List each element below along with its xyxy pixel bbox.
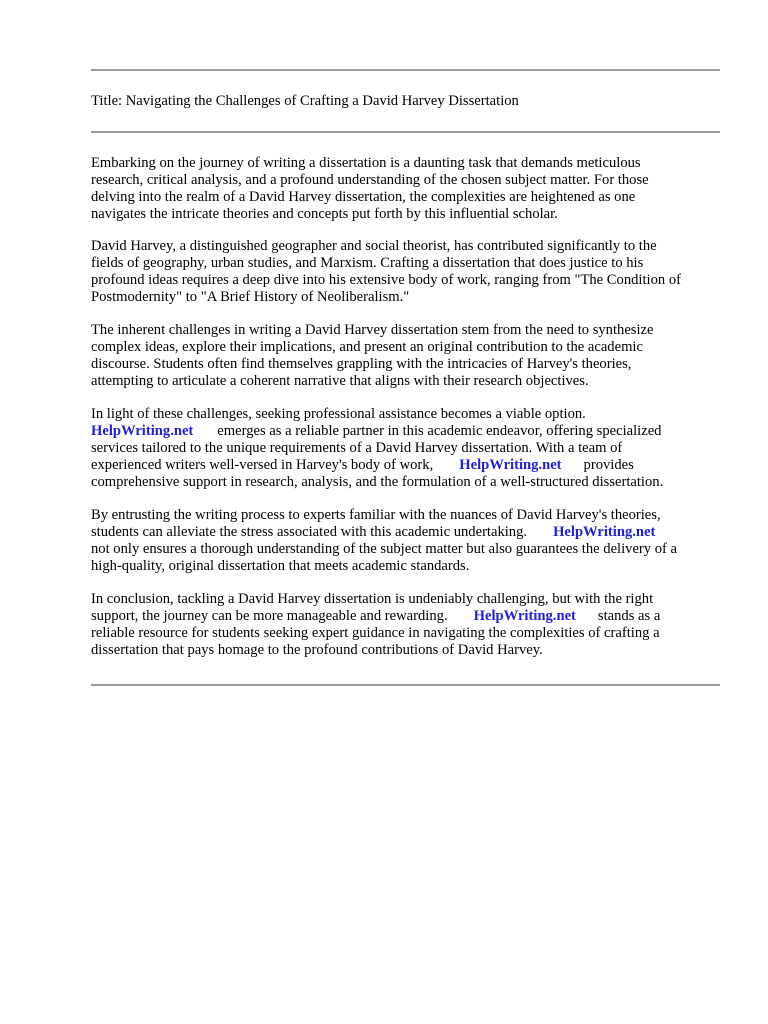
paragraph-4-line-2: [91, 423, 661, 440]
title-divider: [91, 131, 720, 133]
helpwriting-link[interactable]: HelpWriting.net: [473, 608, 576, 624]
paragraph-6-line-3: reliable resource for students seeking expert guidance in navigating the complexities of crafting a: [91, 625, 660, 641]
bottom-divider: [91, 684, 720, 686]
paragraph-4-line-2-text: emerges as a reliable partner in this academic endeavor, offering specialized: [217, 423, 662, 439]
paragraph-1-line-4: navigates the intricate theories and concepts put forth by this influential scholar.: [91, 206, 558, 222]
paragraph-5-line-2-text: students can alleviate the stress associated with this academic undertaking.: [91, 524, 528, 540]
paragraph-6-line-2-text-after: stands as a: [597, 608, 661, 624]
helpwriting-link[interactable]: HelpWriting.net: [553, 524, 656, 540]
paragraph-2-line-3: profound ideas requires a deep dive into his extensive body of work, ranging from "The Condition of: [91, 272, 681, 288]
paragraph-1-line-2: research, critical analysis, and a profound understanding of the chosen subject matter. For those: [91, 172, 649, 188]
paragraph-1-line-3: delving into the realm of a David Harvey dissertation, the complexities are heightened as one: [91, 189, 636, 205]
paragraph-3-line-4: attempting to articulate a coherent narrative that aligns with their research objectives.: [91, 373, 589, 389]
paragraph-2-line-2: fields of geography, urban studies, and Marxism. Crafting a dissertation that does justice to his: [91, 255, 644, 271]
paragraph-5-line-1: By entrusting the writing process to experts familiar with the nuances of David Harvey's theories,: [91, 507, 661, 523]
paragraph-3-line-2: complex ideas, explore their implications, and present an original contribution to the academic: [91, 339, 643, 355]
paragraph-6-line-1: In conclusion, tackling a David Harvey dissertation is undeniably challenging, but with the right: [91, 591, 654, 607]
paragraph-5-line-4: high-quality, original dissertation that meets academic standards.: [91, 558, 470, 574]
paragraph-4-line-4: [91, 457, 634, 474]
helpwriting-link[interactable]: HelpWriting.net: [91, 423, 194, 439]
paragraph-6-line-2: [91, 608, 660, 625]
helpwriting-link[interactable]: HelpWriting.net: [459, 457, 562, 473]
paragraph-3-line-1: The inherent challenges in writing a David Harvey dissertation stem from the need to synthesize: [91, 322, 654, 338]
paragraph-2-line-1: David Harvey, a distinguished geographer and social theorist, has contributed significantly to the: [91, 238, 657, 254]
paragraph-1-line-1: Embarking on the journey of writing a dissertation is a daunting task that demands meticulous: [91, 155, 641, 171]
top-divider: [91, 69, 720, 71]
paragraph-5-line-2: [91, 524, 655, 541]
paragraph-4-line-3: services tailored to the unique requirements of a David Harvey dissertation. With a team of: [91, 440, 623, 456]
paragraph-6-line-4: dissertation that pays homage to the profound contributions of David Harvey.: [91, 642, 543, 658]
document-title: Title: Navigating the Challenges of Crafting a David Harvey Dissertation: [91, 93, 519, 109]
paragraph-4-line-5: comprehensive support in research, analysis, and the formulation of a well-structured dissertation.: [91, 474, 664, 490]
paragraph-5-line-3: not only ensures a thorough understanding of the subject matter but also guarantees the delivery of a: [91, 541, 678, 557]
paragraph-4-line-1: In light of these challenges, seeking professional assistance becomes a viable option.: [91, 406, 586, 422]
paragraph-3-line-3: discourse. Students often find themselves grappling with the intricacies of Harvey's theories,: [91, 356, 632, 372]
paragraph-4-line-4-text-before: experienced writers well-versed in Harvey's body of work,: [91, 457, 434, 473]
paragraph-4-line-4-text-after: provides: [583, 457, 634, 473]
paragraph-6-line-2-text-before: support, the journey can be more manageable and rewarding.: [91, 608, 448, 624]
paragraph-2-line-4: Postmodernity" to "A Brief History of Neoliberalism.": [91, 289, 410, 305]
